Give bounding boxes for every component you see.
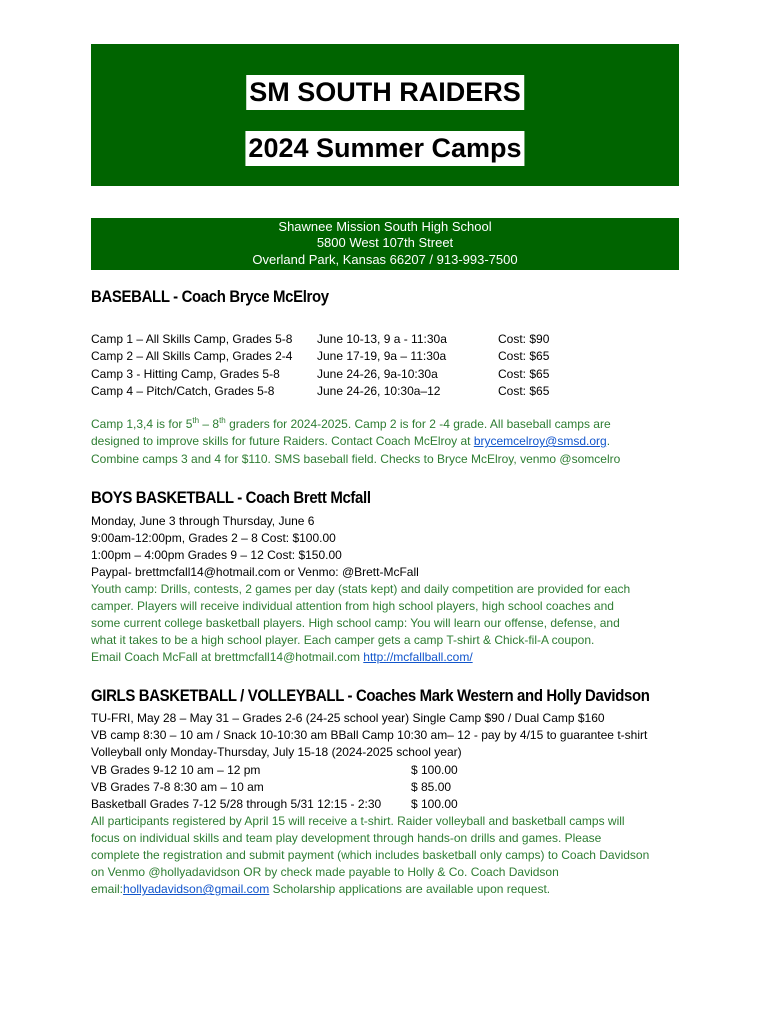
boys-info-line: Paypal- brettmcfall14@hotmail.com or Venmo: @Brett-McFall: [91, 565, 419, 579]
camp-cost: Cost: $65: [498, 349, 550, 364]
note-text: – 8: [199, 417, 220, 431]
note-text: Camp 1,3,4 is for 5: [91, 417, 193, 431]
baseball-note-line: Combine camps 3 and 4 for $110. SMS baseball field. Checks to Bryce McElroy, venmo @somcelro: [91, 452, 621, 466]
camp-name: Camp 1 – All Skills Camp, Grades 5-8: [91, 332, 293, 346]
camp-name: Camp 3 - Hitting Camp, Grades 5-8: [91, 366, 280, 381]
coach-email-link[interactable]: hollyadavidson@gmail.com: [123, 882, 270, 896]
price-label: VB Grades 9-12 10 am – 12 pm: [91, 763, 261, 777]
price-row: [91, 779, 264, 796]
school-name: Shawnee Mission South High School: [278, 219, 492, 234]
baseball-note-line: [91, 416, 611, 433]
camp-name: Camp 4 – Pitch/Catch, Grades 5-8: [91, 383, 275, 398]
camp-name: Camp 2 – All Skills Camp, Grades 2-4: [91, 349, 293, 364]
boys-info-line: 9:00am-12:00pm, Grades 2 – 8 Cost: $100.00: [91, 531, 336, 545]
boys-info-line: Monday, June 3 through Thursday, June 6: [91, 514, 315, 528]
girls-info-line: TU-FRI, May 28 – May 31 – Grades 2-6 (24-25 school year) Single Camp $90 / Dual Camp $160: [91, 711, 605, 725]
camp-dates: June 10-13, 9 a - 11:30a: [317, 332, 447, 346]
boys-basketball-heading: BOYS BASKETBALL - Coach Brett Mcfall: [91, 488, 371, 507]
email-suffix: Scholarship applications are available upon request.: [269, 882, 551, 896]
girls-description-line: on Venmo @hollyadavidson OR by check made payable to Holly & Co. Coach Davidson: [91, 865, 559, 879]
girls-description-line: focus on individual skills and team play development through hands-on drills and games. Please: [91, 831, 602, 845]
price-row: [91, 762, 260, 779]
price-value: $ 85.00: [411, 780, 452, 794]
camp-dates: June 24-26, 9a-10:30a: [317, 366, 438, 381]
school-city-phone: Overland Park, Kansas 66207 / 913-993-7500: [252, 251, 518, 267]
note-text: designed to improve skills for future Raiders. Contact Coach McElroy at: [91, 434, 474, 448]
school-street: 5800 West 107th Street: [316, 235, 454, 251]
camp-dates: June 24-26, 10:30a–12: [317, 383, 441, 398]
page-title: SM SOUTH RAIDERS: [246, 75, 524, 110]
girls-description-line: All participants registered by April 15 will receive a t-shirt. Raider volleyball and basketball camps will: [91, 814, 625, 828]
baseball-note-line: [91, 433, 610, 450]
girls-info-line: VB camp 8:30 – 10 am / Snack 10-10:30 am BBall Camp 10:30 am– 12 - pay by 4/15 to guarantee t-shirt: [91, 728, 648, 742]
boys-info-line: 1:00pm – 4:00pm Grades 9 – 12 Cost: $150.00: [91, 548, 342, 562]
boys-description-line: camper. Players will receive individual attention from high school players, high school coaches and: [91, 599, 614, 613]
page-subtitle: 2024 Summer Camps: [245, 131, 524, 166]
baseball-heading: BASEBALL - Coach Bryce McElroy: [91, 287, 329, 306]
boys-description-line: some current college basketball players. High school camp: You will learn our offense, defense, and: [91, 616, 620, 630]
address-banner: [91, 218, 679, 270]
email-prefix: email:: [91, 882, 124, 896]
price-label: Basketball Grades 7-12 5/28 through 5/31 12:15 - 2:30: [91, 797, 382, 811]
website-link[interactable]: http://mcfallball.com/: [363, 650, 473, 664]
ordinal-suffix: th: [219, 416, 226, 425]
girls-info-line: Volleyball only Monday-Thursday, July 15-18 (2024-2025 school year): [91, 745, 462, 759]
camp-cost: Cost: $65: [498, 366, 550, 381]
note-text: graders for 2024-2025. Camp 2 is for 2 -4 grade. All baseball camps are: [225, 417, 611, 431]
price-value: $ 100.00: [411, 763, 458, 777]
note-text: .: [606, 434, 611, 448]
price-value: $ 100.00: [411, 797, 458, 811]
email-text: Email Coach McFall at brettmcfall14@hotmail.com: [91, 650, 364, 664]
boys-description-line: what it takes to be a high school player. Each camper gets a camp T-shirt & Chick-fil-A coupon.: [91, 633, 595, 647]
girls-description-line: complete the registration and submit payment (which includes basketball only camps) to Coach Davidson: [91, 848, 650, 862]
price-label: VB Grades 7-8 8:30 am – 10 am: [91, 780, 264, 794]
camp-cost: Cost: $65: [498, 383, 550, 398]
boys-email-line: [91, 649, 473, 666]
title-banner: [91, 44, 679, 186]
boys-description-line: Youth camp: Drills, contests, 2 games per day (stats kept) and daily competition are provided for each: [91, 582, 631, 596]
girls-email-line: [91, 881, 550, 898]
ordinal-suffix: th: [192, 416, 200, 425]
camp-dates: June 17-19, 9a – 11:30a: [317, 349, 447, 364]
camp-cost: Cost: $90: [498, 332, 550, 346]
coach-email-link[interactable]: brycemcelroy@smsd.org: [473, 434, 607, 448]
price-row: [91, 796, 381, 813]
girls-basketball-volleyball-heading: GIRLS BASKETBALL / VOLLEYBALL - Coaches Mark Western and Holly Davidson: [91, 686, 650, 705]
